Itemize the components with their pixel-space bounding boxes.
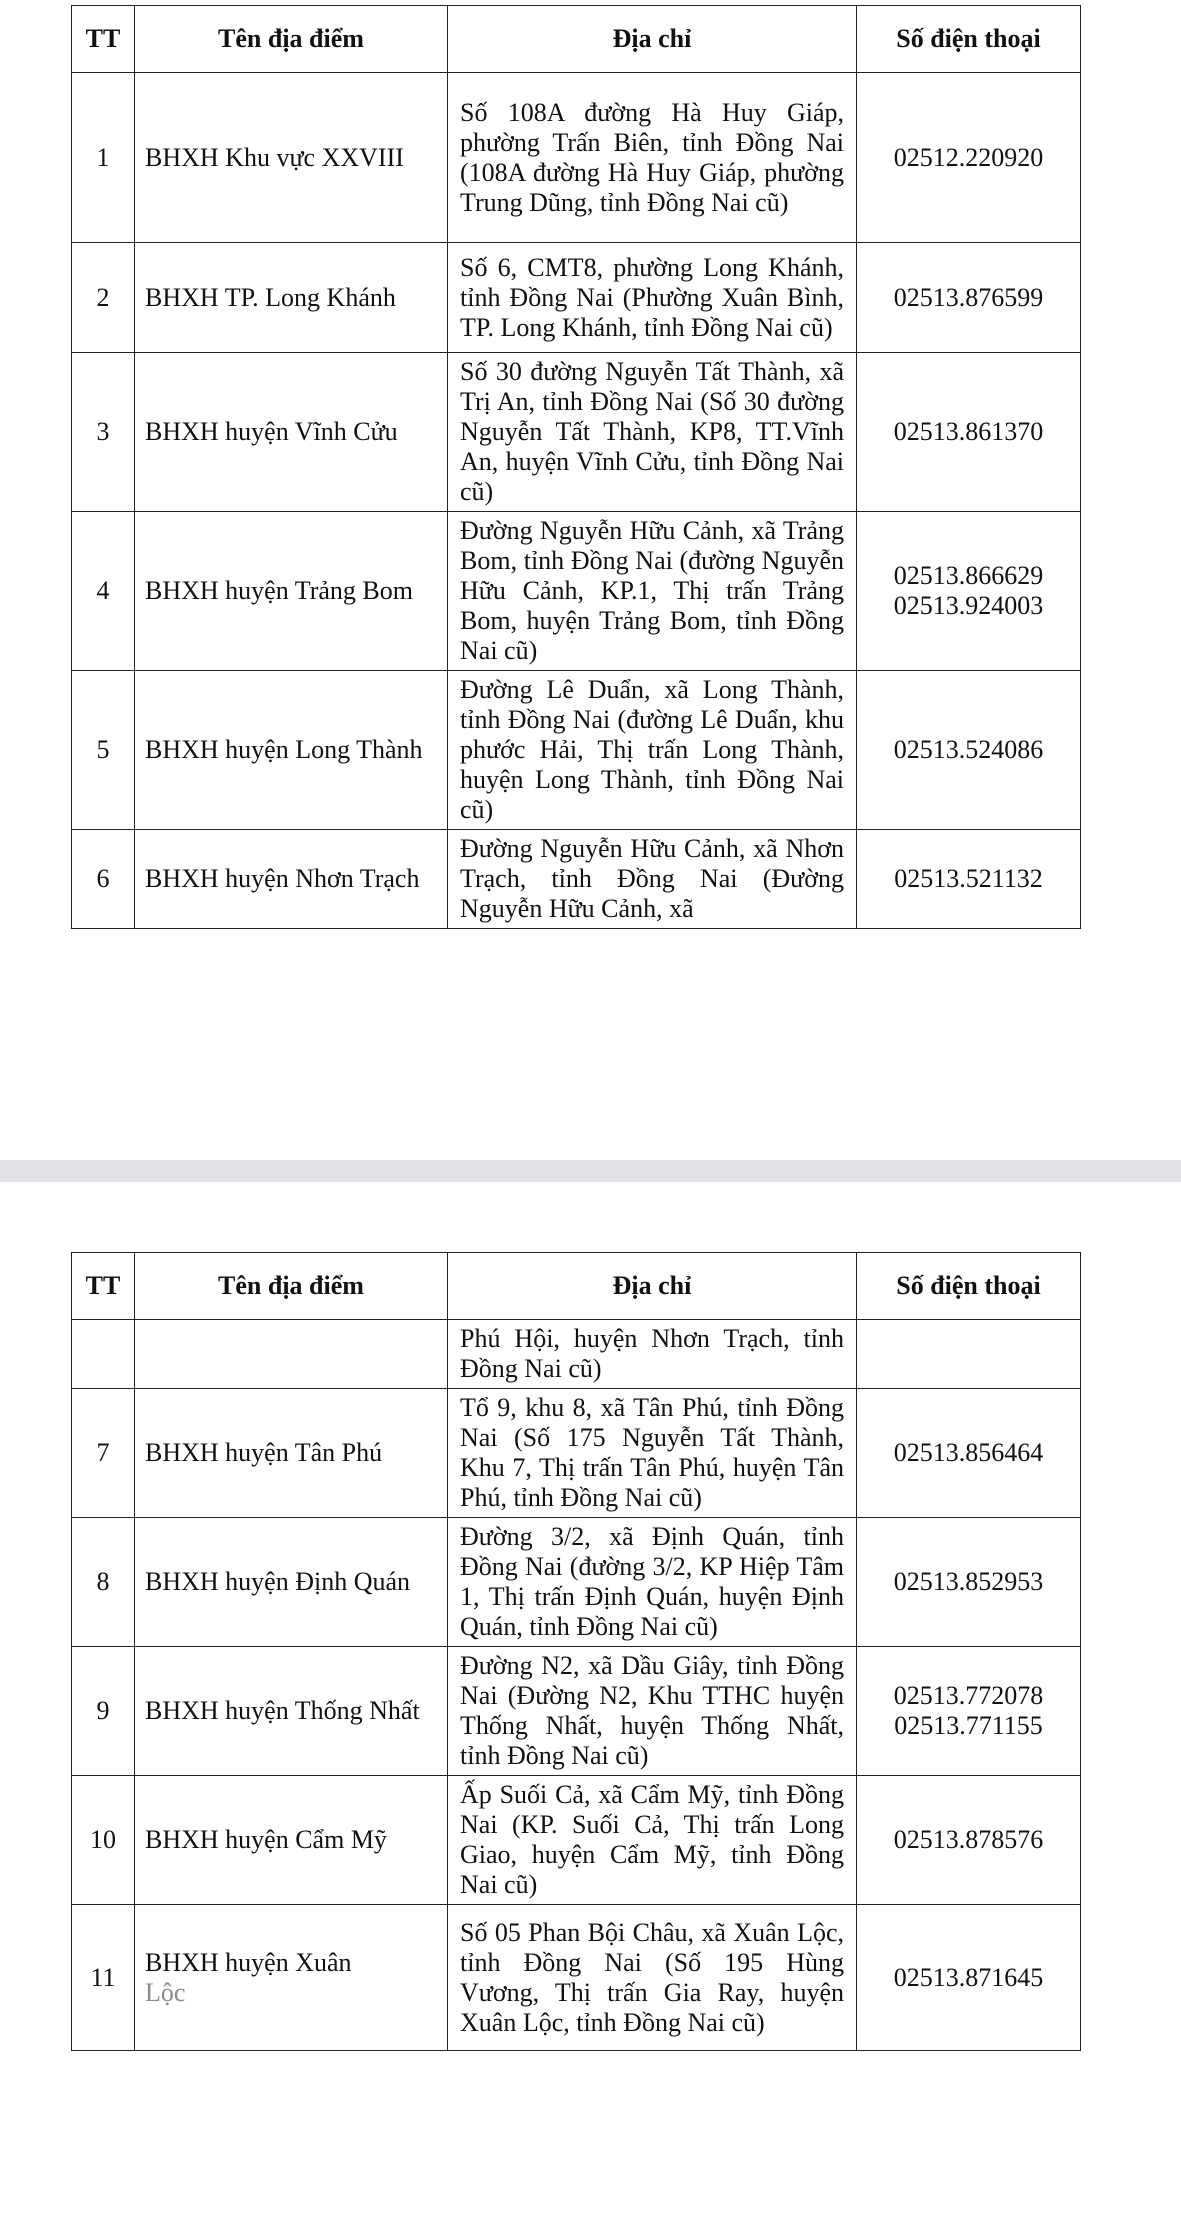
office-address: Tổ 9, khu 8, xã Tân Phú, tỉnh Đồng Nai (Số 175 Nguyễn Tất Thành, Khu 7, Thị trấn Tân Phú, huyện Tân Phú, tỉnh Đồng Nai cũ) [448,1389,857,1518]
office-phone [857,353,1081,512]
office-name [135,1647,448,1776]
office-name-faded-text: Lộc [145,1977,186,2007]
office-name-text: BHXH huyện Thống Nhất [145,1696,420,1725]
table-row [72,1647,1081,1776]
office-name [135,243,448,353]
row-number: 6 [72,830,135,929]
table-row [72,1389,1081,1518]
table-header-row [72,1253,1081,1320]
phone-number: 02513.861370 [893,417,1044,446]
table-row [72,671,1081,830]
table-row [72,1518,1081,1647]
header-address: Địa chỉ [448,1253,857,1320]
table-row [72,512,1081,671]
phone-number: 02513.852953 [893,1567,1044,1596]
office-phone [857,671,1081,830]
office-name [135,1320,448,1389]
phone-number: 02513.924003 [893,591,1044,620]
document-page-2 [0,1182,1181,2217]
phone-number: 02513.771155 [894,1711,1043,1740]
office-phone [857,1776,1081,1905]
row-number: 11 [72,1905,135,2051]
office-phone [857,243,1081,353]
office-table-page-2 [71,1252,1081,2051]
office-address: Ấp Suối Cả, xã Cẩm Mỹ, tỉnh Đồng Nai (KP. Suối Cả, Thị trấn Long Giao, huyện Cẩm Mỹ, tỉnh Đồng Nai cũ) [448,1776,857,1905]
office-name-text: BHXH TP. Long Khánh [145,282,396,312]
office-name [135,671,448,830]
office-name [135,512,448,671]
office-address: Đường N2, xã Dầu Giây, tỉnh Đồng Nai (Đường N2, Khu TTHC huyện Thống Nhất, huyện Thống Nhất, tỉnh Đồng Nai cũ) [448,1647,857,1776]
office-address: Phú Hội, huyện Nhơn Trạch, tỉnh Đồng Nai cũ) [448,1320,857,1389]
header-tt: TT [72,1253,135,1320]
office-name [135,353,448,512]
office-name-text: BHXH Khu vực XXVIII [145,142,404,172]
header-phone: Số điện thoại [857,1253,1081,1320]
row-number: 9 [72,1647,135,1776]
office-name-text: BHXH huyện Trảng Bom [145,576,413,605]
row-number: 1 [72,73,135,243]
phone-number: 02513.871645 [893,1962,1044,1992]
header-phone: Số điện thoại [857,6,1081,73]
office-phone [857,1518,1081,1647]
office-phone [857,1389,1081,1518]
phone-number: 02513.521132 [894,864,1043,893]
office-phone [857,73,1081,243]
office-phone [857,830,1081,929]
office-phone [857,1647,1081,1776]
office-name [135,1389,448,1518]
office-name [135,1776,448,1905]
phone-number: 02513.856464 [893,1438,1044,1467]
table-row [72,73,1081,243]
office-name-text: BHXH huyện Xuân [145,1947,352,1977]
office-phone [857,1320,1081,1389]
phone-number: 02512.220920 [893,142,1044,172]
table-row [72,1320,1081,1389]
phone-number: 02513.524086 [893,735,1044,764]
office-address: Đường 3/2, xã Định Quán, tỉnh Đồng Nai (đường 3/2, KP Hiệp Tâm 1, Thị trấn Định Quán, huyện Định Quán, tỉnh Đồng Nai cũ) [448,1518,857,1647]
office-name-text: BHXH huyện Tân Phú [145,1438,383,1467]
header-tt: TT [72,6,135,73]
office-address: Số 30 đường Nguyễn Tất Thành, xã Trị An, tỉnh Đồng Nai (Số 30 đường Nguyễn Tất Thành, KP8, TT.Vĩnh An, huyện Vĩnh Cửu, tỉnh Đồng Nai cũ) [448,353,857,512]
row-number: 4 [72,512,135,671]
row-number [72,1320,135,1389]
header-name: Tên địa điểm [135,6,448,73]
phone-number: 02513.772078 [893,1681,1044,1710]
phone-number: 02513.878576 [893,1825,1044,1854]
row-number: 10 [72,1776,135,1905]
office-address: Số 05 Phan Bội Châu, xã Xuân Lộc, tỉnh Đồng Nai (Số 195 Hùng Vương, Thị trấn Gia Ray, huyện Xuân Lộc, tỉnh Đồng Nai cũ) [448,1905,857,2051]
office-address: Đường Nguyễn Hữu Cảnh, xã Trảng Bom, tỉnh Đồng Nai (đường Nguyễn Hữu Cảnh, KP.1, Thị trấn Trảng Bom, huyện Trảng Bom, tỉnh Đồng Nai cũ) [448,512,857,671]
table-row [72,353,1081,512]
office-name [135,1518,448,1647]
office-name-text: BHXH huyện Long Thành [145,735,423,764]
table-header-row [72,6,1081,73]
row-number: 2 [72,243,135,353]
row-number: 3 [72,353,135,512]
table-row [72,243,1081,353]
header-name: Tên địa điểm [135,1253,448,1320]
row-number: 8 [72,1518,135,1647]
page-separator [0,1160,1181,1182]
office-name-text: BHXH huyện Cẩm Mỹ [145,1825,387,1854]
office-address: Số 108A đường Hà Huy Giáp, phường Trấn Biên, tỉnh Đồng Nai (108A đường Hà Huy Giáp, phường Trung Dũng, tỉnh Đồng Nai cũ) [448,73,857,243]
row-number: 7 [72,1389,135,1518]
phone-number: 02513.876599 [893,282,1044,312]
office-address: Số 6, CMT8, phường Long Khánh, tỉnh Đồng Nai (Phường Xuân Bình, TP. Long Khánh, tỉnh Đồng Nai cũ) [448,243,857,353]
office-name-text: BHXH huyện Vĩnh Cửu [145,417,398,446]
table-row [72,1776,1081,1905]
office-phone [857,1905,1081,2051]
office-phone [857,512,1081,671]
office-name-text: BHXH huyện Định Quán [145,1567,411,1596]
row-number: 5 [72,671,135,830]
office-name [135,73,448,243]
table-row [72,830,1081,929]
office-address: Đường Nguyễn Hữu Cảnh, xã Nhơn Trạch, tỉnh Đồng Nai (Đường Nguyễn Hữu Cảnh, xã [448,830,857,929]
office-name-text: BHXH huyện Nhơn Trạch [145,864,420,893]
office-address: Đường Lê Duẩn, xã Long Thành, tỉnh Đồng Nai (đường Lê Duẩn, khu phước Hải, Thị trấn Long Thành, huyện Long Thành, tỉnh Đồng Nai cũ) [448,671,857,830]
office-table-page-1 [71,5,1081,929]
phone-number: 02513.866629 [893,561,1044,590]
office-name [135,830,448,929]
office-name [135,1905,448,2051]
header-address: Địa chỉ [448,6,857,73]
table-row [72,1905,1081,2051]
